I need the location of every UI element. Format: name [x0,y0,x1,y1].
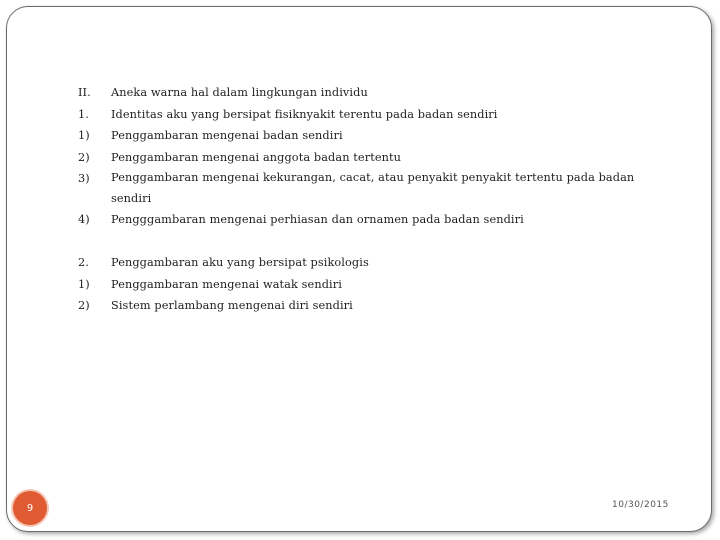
list-number: 1) [78,277,90,291]
list-text: Penggambaran mengenai anggota badan tertentu [111,150,402,164]
list-text: Penggambaran mengenai badan sendiri [111,129,343,142]
list-number: 1. [78,107,89,121]
list-number: 1) [78,129,90,142]
list-number: 2. [78,256,89,269]
list-item [78,295,668,317]
list-number: 4) [78,213,90,226]
spacer [78,231,668,253]
list-item [78,274,668,296]
page-number: 9 [26,502,34,514]
list-text: Sistem perlambang mengenai diri sendiri [111,299,353,312]
list-text: Penggambaran aku yang bersipat psikologis [111,256,369,269]
list-item [78,125,668,147]
list-text: Aneka warna hal dalam lingkungan individu [111,86,368,99]
list-number: 2) [78,299,90,312]
list-number: 3) [78,172,90,185]
list-number: II. [78,86,91,99]
list-item [78,209,668,231]
slide-content [78,82,668,317]
list-item [78,147,668,169]
list-item-heading [78,82,668,104]
list-number: 2) [78,150,90,164]
slide-date: 10/30/2015 [612,500,669,510]
list-text: Penggambaran mengenai kekurangan, cacat, atau penyakit penyakit tertentu pada badan sendiri [111,171,635,205]
list-text: Pengggambaran mengenai perhiasan dan ornamen pada badan sendiri [111,213,524,226]
list-text: Penggambaran mengenai watak sendiri [111,277,342,291]
list-item [78,104,668,126]
list-text: Identitas aku yang bersipat fisiknyakit terentu pada badan sendiri [111,107,498,121]
list-item [78,168,668,209]
page-number-badge [13,491,47,525]
list-item [78,252,668,274]
